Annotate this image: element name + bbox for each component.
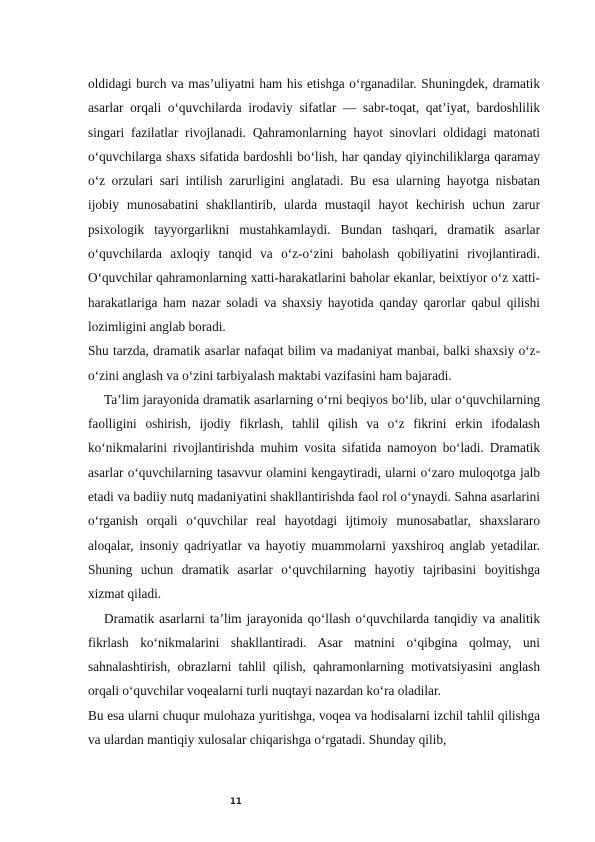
page-number: 11	[230, 797, 242, 807]
paragraph-1: oldidagi burch va mas’uliyatni ham his etishga o‘rganadilar. Shuningdek, dramatik asarlar orqali o‘quvchilarda irodaviy sifatlar — sabr-toqat, qat’iyat, bardoshlilik singari fazilatlar rivojlanadi. Qahramonlarning hayot sinovlari oldidagi matonati o‘quvchilarga shaxs sifatida bardoshli bo‘lish, har qanday qiyinchiliklarga qaramay o‘z orzulari sari intilish zarurligini anglatadi. Bu esa ularning hayotga nisbatan ijobiy munosabatini shakllantirib, ularda mustaqil hayot kechirish uchun zarur psixologik tayyorgarlikni mustahkamlaydi. Bundan tashqari, dramatik asarlar o‘quvchilarda axloqiy tanqid va o‘z-o‘zini baholash qobiliyatini rivojlantiradi. O‘quvchilar qahramonlarning xatti-harakatlarini baholar ekanlar, beixtiyor o‘z xatti-harakatlariga ham nazar soladi va shaxsiy hayotida qanday qarorlar qabul qilishi lozimligini anglab boradi.	[88, 76, 540, 334]
body-text	[88, 72, 540, 752]
paragraph-5: Bu esa ularni chuqur mulohaza yuritishga, voqea va hodisalarni izchil tahlil qilishga va ulardan mantiqiy xulosalar chiqarishga o‘rgatadi. Shunday qilib,	[88, 707, 540, 748]
paragraph-3: Ta’lim jarayonida dramatik asarlarning o‘rni beqiyos bo‘lib, ular o‘quvchilarning faolligini oshirish, ijodiy fikrlash, tahlil qilish va o‘z fikrini erkin ifodalash ko‘nikmalarini rivojlantirishda muhim vosita sifatida namoyon bo‘ladi. Dramatik asarlar o‘quvchilarning tasavvur olamini kengaytiradi, ularni o‘zaro muloqotga jalb etadi va badiiy nutq madaniyatini shakllantirishda faol rol o‘ynaydi. Sahna asarlarini o‘rganish orqali o‘quvchilar real hayotdagi ijtimoiy munosabatlar, shaxslararo aloqalar, insoniy qadriyatlar va hayotiy muammolarni yaxshiroq anglab yetadilar. Shuning uchun dramatik asarlar o‘quvchilarning hayotiy tajribasini boyitishga xizmat qiladi.	[88, 391, 540, 602]
paragraph-2: Shu tarzda, dramatik asarlar nafaqat bilim va madaniyat manbai, balki shaxsiy o‘z-o‘zini anglash va o‘zini tarbiyalash maktabi vazifasini ham bajaradi.	[88, 343, 540, 383]
paragraph-4: Dramatik asarlarni ta’lim jarayonida qo‘llash o‘quvchilarda tanqidiy va analitik fikrlash ko‘nikmalarini shakllantiradi. Asar matnini o‘qibgina qolmay, uni sahnalashtirish, obrazlarni tahlil qilish, qahramonlarning motivatsiyasini anglash orqali o‘quvchilar voqealarni turli nuqtayi nazardan ko‘ra oladilar.	[88, 610, 540, 699]
